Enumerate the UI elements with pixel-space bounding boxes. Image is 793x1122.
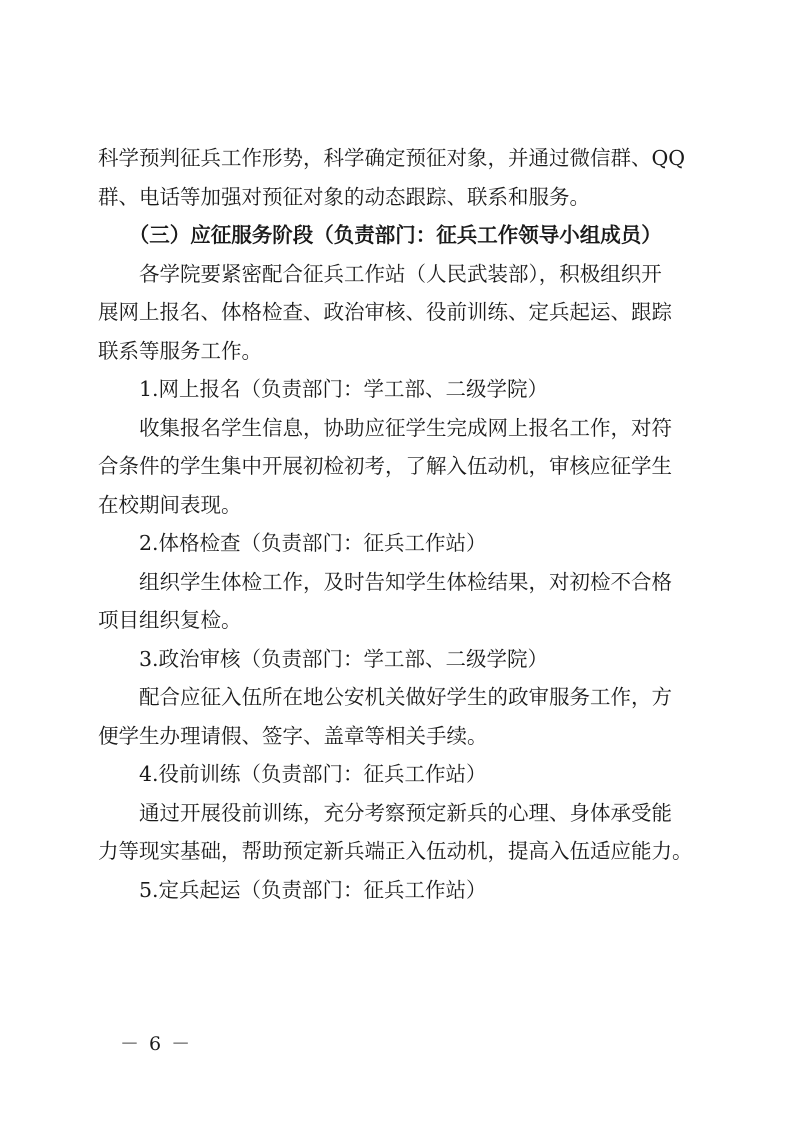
text-line: 力等现实基础，帮助预定新兵端正入伍动机，提高入伍适应能力。 xyxy=(98,839,693,863)
page-number: － 6 － xyxy=(120,1033,193,1055)
text-line: 通过开展役前训练，充分考察预定新兵的心理、身体承受能 xyxy=(98,800,672,825)
text-line: 科学预判征兵工作形势，科学确定预征对象，并通过微信群、QQ xyxy=(98,146,686,170)
body-text xyxy=(98,139,698,909)
subsection-heading: 2.体格检查（负责部门：征兵工作站） xyxy=(98,531,487,555)
subsection-heading: 4.役前训练（负责部门：征兵工作站） xyxy=(98,762,487,786)
section-heading: （三）应征服务阶段（负责部门：征兵工作领导小组成员） xyxy=(98,223,662,247)
text-line: 组织学生体检工作，及时告知学生体检结果，对初检不合格 xyxy=(98,569,672,594)
subsection-heading: 5.定兵起运（负责部门：征兵工作站） xyxy=(98,877,487,902)
text-line: 群、电话等加强对预征对象的动态跟踪、联系和服务。 xyxy=(98,184,590,209)
subsection-heading: 3.政治审核（负责部门：学工部、二级学院） xyxy=(98,646,549,671)
text-line: 合条件的学生集中开展初检初考，了解入伍动机，审核应征学生 xyxy=(98,454,672,478)
subsection-heading: 1.网上报名（负责部门：学工部、二级学院） xyxy=(98,377,549,401)
text-line: 配合应征入伍所在地公安机关做好学生的政审服务工作，方 xyxy=(98,685,672,709)
text-line: 便学生办理请假、签字、盖章等相关手续。 xyxy=(98,723,488,748)
text-line: 联系等服务工作。 xyxy=(98,338,262,363)
text-line: 收集报名学生信息，协助应征学生完成网上报名工作，对符 xyxy=(98,415,672,440)
text-line: 在校期间表现。 xyxy=(98,492,242,517)
text-line: 展网上报名、体格检查、政治审核、役前训练、定兵起运、跟踪 xyxy=(98,300,672,324)
text-line: 项目组织复检。 xyxy=(98,608,242,632)
text-line: 各学院要紧密配合征兵工作站（人民武装部），积极组织开 xyxy=(98,261,662,286)
